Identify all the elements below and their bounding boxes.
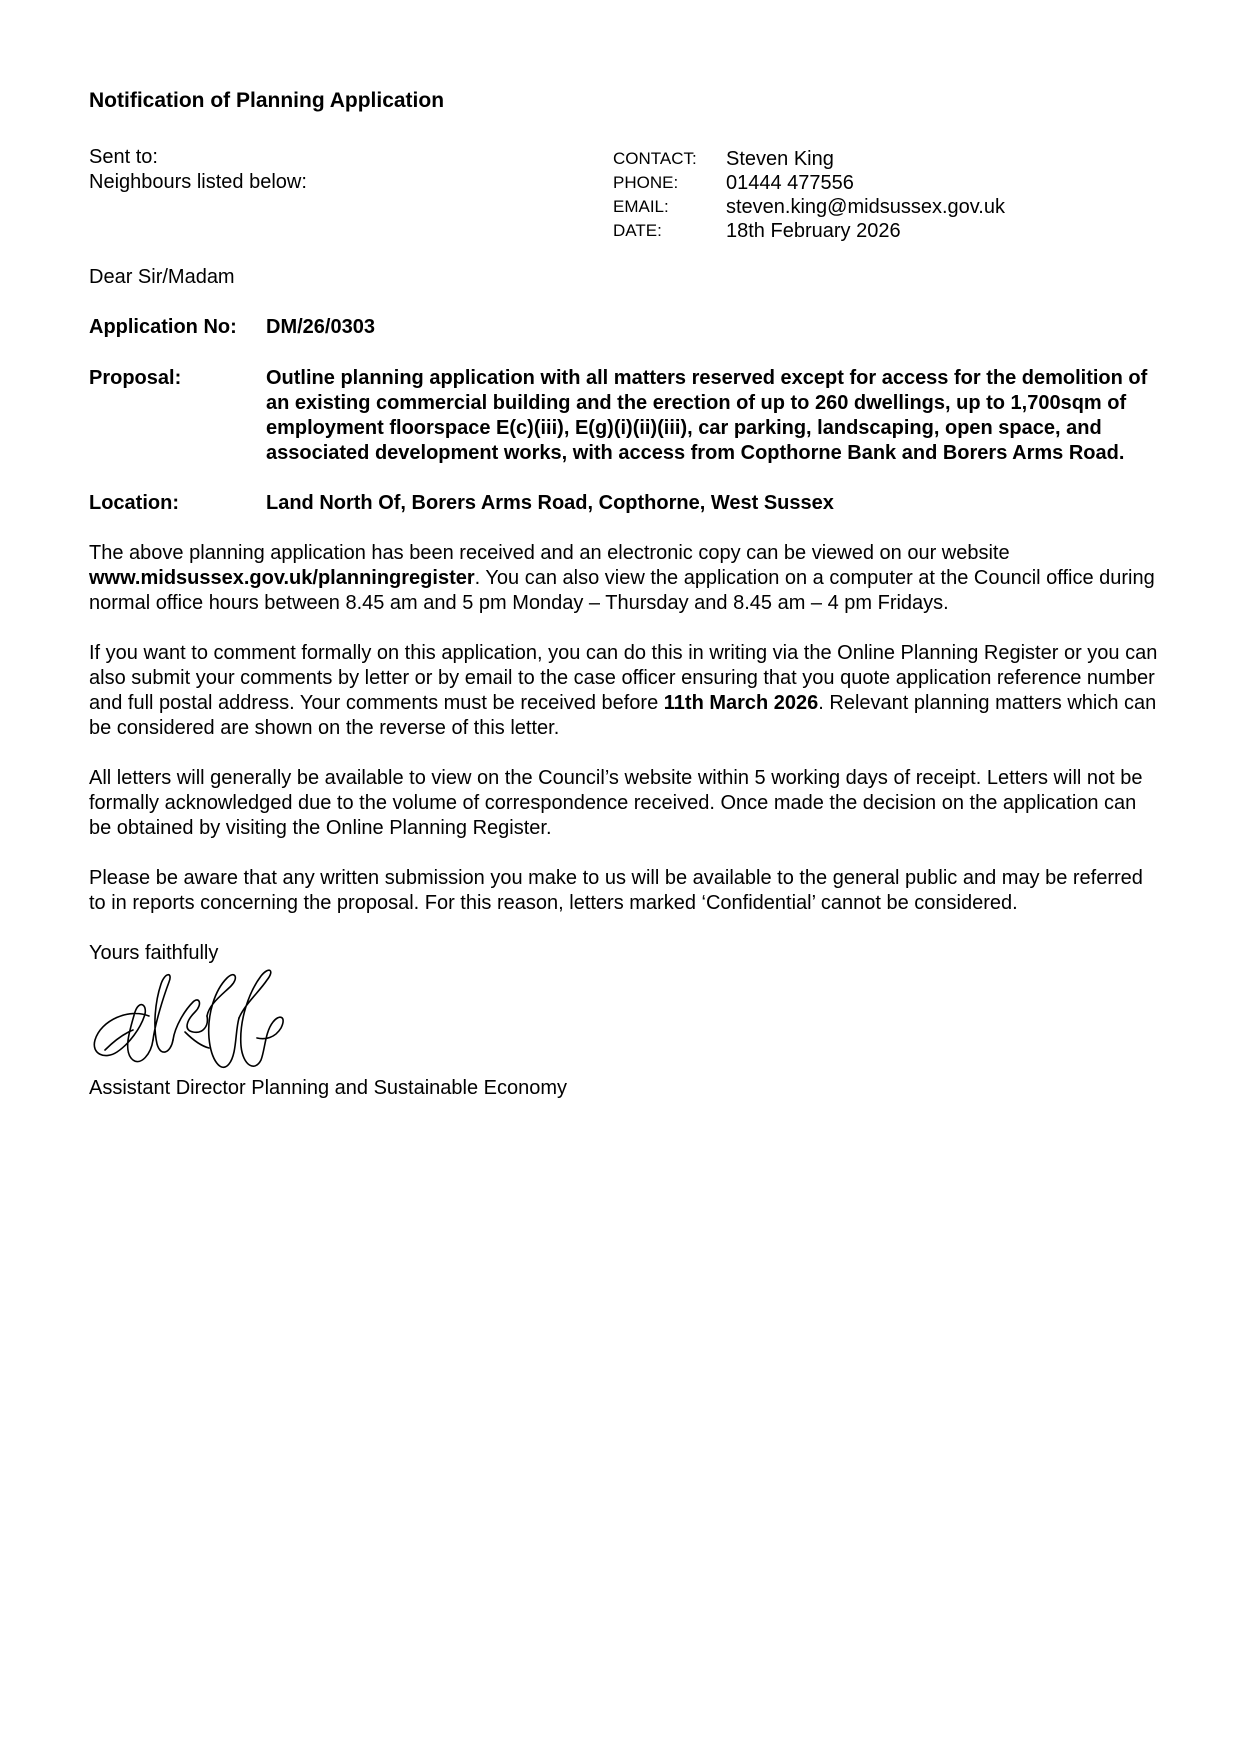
contact-block [613, 147, 1005, 243]
contact-label: CONTACT: [613, 149, 697, 168]
location-label: Location: [89, 492, 179, 514]
comment-text-start: If you want to comment formally on this application, you can do this in writing via the Online Planning Register or you can also submit your comments by letter or by email to the case officer ensuring that you quote application reference number and full postal address. Your comments must be received before [89, 642, 1158, 714]
date-row [613, 219, 1005, 243]
phone-label: PHONE: [613, 173, 679, 192]
signer-title: Assistant Director Planning and Sustainable Economy [89, 1077, 568, 1099]
proposal-label: Proposal: [89, 367, 182, 389]
letter-title: Notification of Planning Application [89, 89, 445, 112]
application-number-row [89, 315, 1159, 340]
recipients: Neighbours listed below: [89, 171, 307, 193]
application-number-label: Application No: [89, 316, 237, 338]
salutation: Dear Sir/Madam [89, 266, 235, 288]
contact-name: Steven King [726, 148, 834, 170]
privacy-paragraph: Please be aware that any written submission you make to us will be available to the general public and may be referred to in reports concerning the proposal. For this reason, letters marked ‘Confidential’ cannot be considered. [89, 867, 1143, 914]
email-value: steven.king@midsussex.gov.uk [726, 196, 1005, 218]
proposal-row [89, 366, 1159, 466]
viewing-paragraph [89, 541, 1159, 616]
signoff: Yours faithfully [89, 942, 219, 964]
recipient-block [89, 145, 307, 195]
application-number-value: DM/26/0303 [266, 316, 375, 338]
location-row [89, 491, 1159, 516]
phone-row [613, 171, 1005, 195]
location-value: Land North Of, Borers Arms Road, Copthorne, West Sussex [266, 492, 834, 514]
contact-row [613, 147, 1005, 171]
date-label: DATE: [613, 221, 662, 240]
email-row [613, 195, 1005, 219]
email-label: EMAIL: [613, 197, 669, 216]
viewing-text-start: The above planning application has been received and an electronic copy can be viewed on our website [89, 542, 1010, 564]
comment-deadline: 11th March 2026 [663, 692, 819, 714]
date-value: 18th February 2026 [726, 220, 901, 242]
letter-page [89, 88, 1159, 1101]
letter-header [89, 145, 1159, 245]
sent-to-label: Sent to: [89, 146, 158, 168]
phone-value: 01444 477556 [726, 172, 854, 194]
comment-paragraph [89, 641, 1159, 741]
publication-paragraph: All letters will generally be available to view on the Council’s website within 5 working days of receipt. Letters will not be formally acknowledged due to the volume of correspondence received. Once made the decision on the application can be obtained by visiting the Online Planning Register. [89, 767, 1143, 839]
signature-image [89, 968, 289, 1076]
proposal-text: Outline planning application with all matters reserved except for access for the demolition of an existing commercial building and the erection of up to 260 dwellings, up to 1,700sqm of employment floorspace E(c)(iii), E(g)(i)(ii)(iii), car parking, landscaping, open space, and associated development works, with access from Copthorne Bank and Borers Arms Road. [266, 367, 1148, 464]
planning-register-link[interactable]: www.midsussex.gov.uk/planningregister [89, 567, 475, 589]
comment-text-end: . Relevant planning matters which can be considered are shown on the reverse of this letter. [89, 692, 1157, 739]
viewing-text-end: . You can also view the application on a computer at the Council office during normal office hours between 8.45 am and 5 pm Monday – Thursday and 8.45 am – 4 pm Fridays. [89, 567, 1155, 614]
